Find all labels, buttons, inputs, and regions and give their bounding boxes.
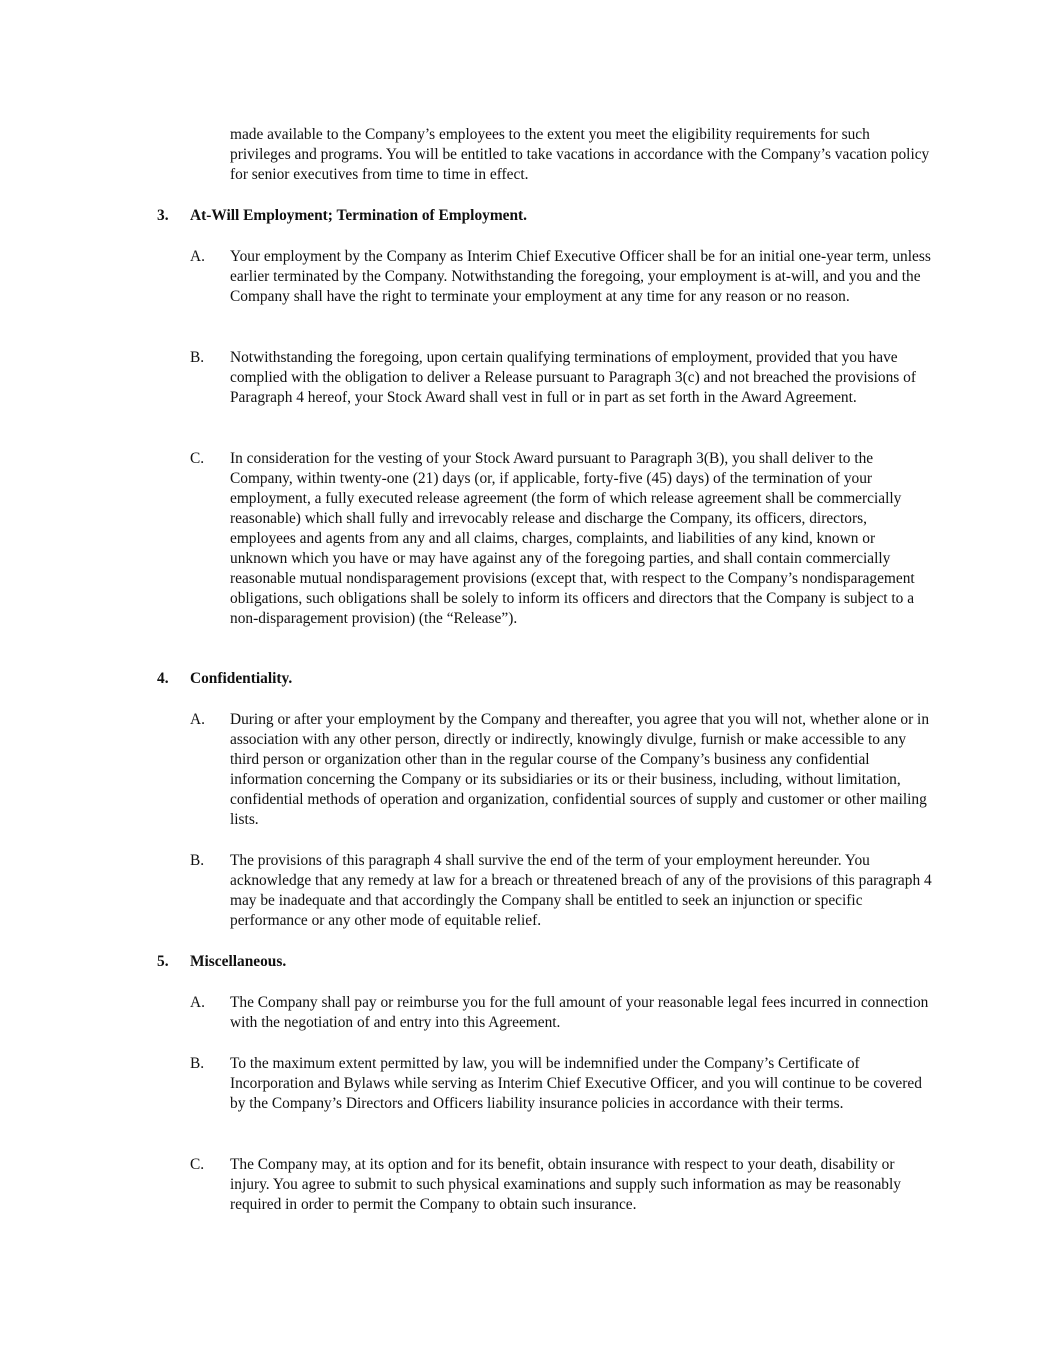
section-5-item-c (190, 1155, 932, 1215)
item-text: Your employment by the Company as Interim Chief Executive Officer shall be for an initial one-year term, unless earlier terminated by the Company. Notwithstanding the foregoing, your employment is at-will, and you and the Company shall have the right to terminate your employment at any time for any reason or no reason. (230, 248, 931, 305)
section-number: 3. (157, 207, 169, 224)
section-number: 5. (157, 953, 169, 970)
item-text: During or after your employment by the Company and thereafter, you agree that you will not, whether alone or in association with any other person, directly or indirectly, knowingly divulge, furnish or make accessible to any third person or organization other than in the regular course of the Company’s business any confidential information concerning the Company or its subsidiaries or its or their business, including, without limitation, confidential methods of operation and organization, confidential sources of supply and customer or other mailing lists. (230, 711, 930, 828)
item-letter: C. (190, 1156, 205, 1173)
section-title: At-Will Employment; Termination of Employment. (190, 207, 528, 224)
item-letter: C. (190, 450, 205, 467)
item-text: The Company shall pay or reimburse you for the full amount of your reasonable legal fees incurred in connection with the negotiation of and entry into this Agreement. (230, 994, 929, 1031)
section-number: 4. (157, 670, 169, 687)
item-letter: B. (190, 1055, 205, 1072)
item-text: The provisions of this paragraph 4 shall survive the end of the term of your employment hereunder. You acknowledge that any remedy at law for a breach or threatened breach of any of the provisions of this paragraph 4 may be inadequate and that accordingly the Company shall be entitled to seek an injunction or specific performance or any other mode of equitable relief. (230, 852, 932, 929)
item-letter: A. (190, 994, 205, 1011)
item-letter: A. (190, 711, 205, 728)
section-5-heading (157, 952, 917, 972)
section-4-item-a (190, 710, 932, 830)
item-text: To the maximum extent permitted by law, you will be indemnified under the Company’s Certificate of Incorporation and Bylaws while serving as Interim Chief Executive Officer, and you will continue to be covered by the Company’s Directors and Officers liability insurance policies in accordance with their terms. (230, 1055, 922, 1112)
section-3-item-c (190, 449, 932, 629)
section-4-heading (157, 669, 917, 689)
section-3-item-a (190, 247, 932, 307)
intro-paragraph: made available to the Company’s employees to the extent you meet the eligibility requirements for such privileges and programs. You will be entitled to take vacations in accordance with the Company’s vacation policy for senior executives from time to time in effect. (230, 126, 930, 183)
section-5-item-a (190, 993, 932, 1033)
section-title: Miscellaneous. (190, 953, 287, 970)
item-text: In consideration for the vesting of your Stock Award pursuant to Paragraph 3(B), you shall deliver to the Company, within twenty-one (21) days (or, if applicable, forty-five (45) days) of the termination of your employment, a fully executed release agreement (the form of which release agreement shall be commercially reasonable) which shall fully and irrevocably release and discharge the Company, its officers, directors, employees and agents from any and all claims, charges, complaints, and liabilities of any kind, known or unknown which you have or may have against any of the foregoing parties, and shall contain commercially reasonable mutual nondisparagement provisions (except that, with respect to the Company’s nondisparagement obligations, such obligations shall be solely to inform its officers and directors that the Company is subject to a non-disparagement provision) (the “Release”). (230, 450, 915, 627)
item-letter: B. (190, 349, 205, 366)
item-text: Notwithstanding the foregoing, upon certain qualifying terminations of employment, provided that you have complied with the obligation to deliver a Release pursuant to Paragraph 3(c) and not breached the provisions of Paragraph 4 hereof, your Stock Award shall vest in full or in part as set forth in the Award Agreement. (230, 349, 916, 406)
item-letter: A. (190, 248, 205, 265)
section-title: Confidentiality. (190, 670, 293, 687)
section-4-item-b (190, 851, 932, 931)
item-text: The Company may, at its option and for its benefit, obtain insurance with respect to your death, disability or injury. You agree to submit to such physical examinations and supply such information as may be reasonably required in order to permit the Company to obtain such insurance. (230, 1156, 901, 1213)
section-5-item-b (190, 1054, 932, 1114)
section-3-heading (157, 206, 917, 226)
section-3-item-b (190, 348, 932, 408)
item-letter: B. (190, 852, 205, 869)
